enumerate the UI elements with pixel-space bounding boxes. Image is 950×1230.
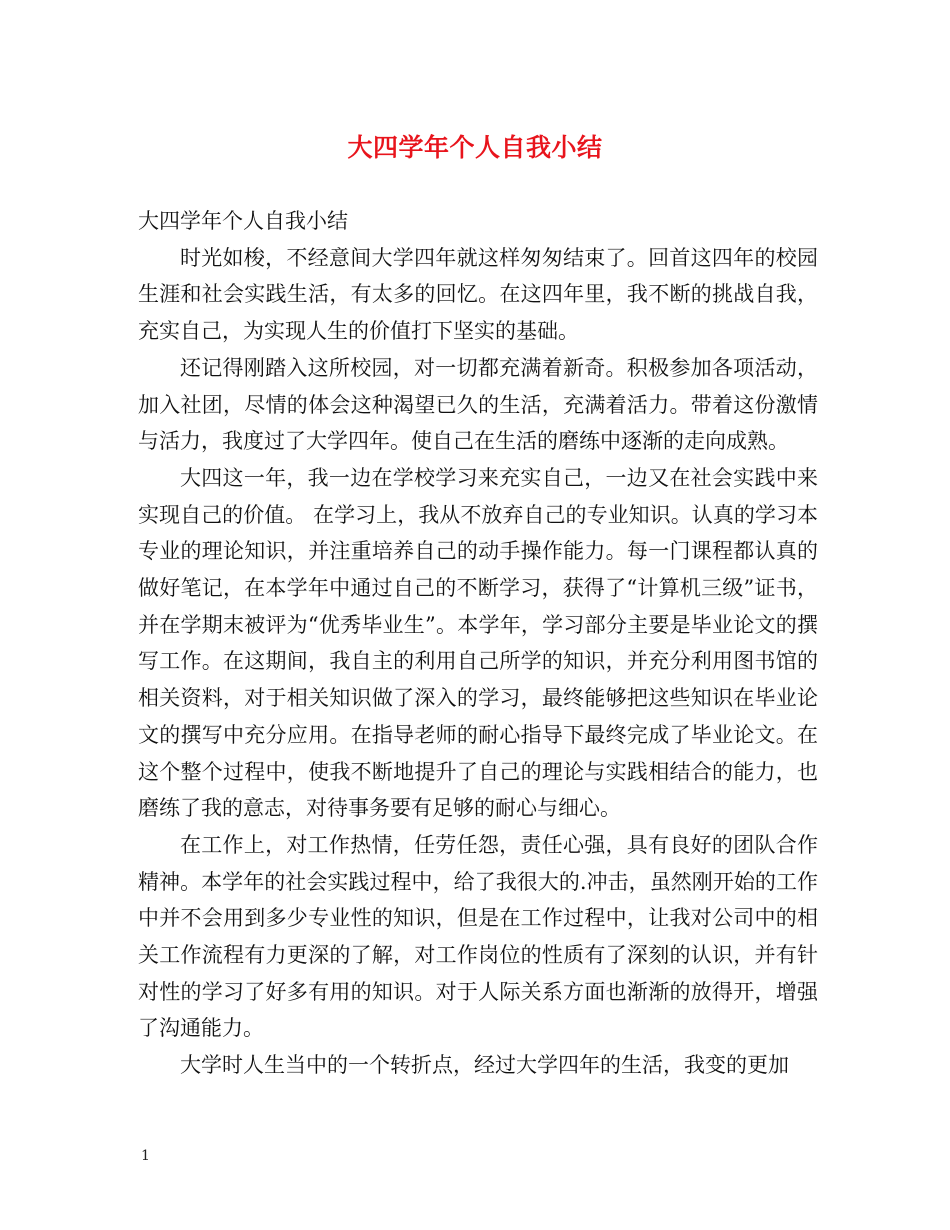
paragraph-1: 时光如梭，不经意间大学四年就这样匆匆结束了。回首这四年的校园生涯和社会实践生活，有太多的回忆。在这四年里，我不断的挑战自我，充实自己，为实现人生的价值打下坚实的基础。	[138, 245, 818, 344]
document-body	[138, 203, 818, 1084]
document-title: 大四学年个人自我小结	[347, 133, 603, 162]
paragraph-4: 在工作上，对工作热情，任劳任怨，责任心强，具有良好的团队合作精神。本学年的社会实践过程中，给了我很大的.冲击，虽然刚开始的工作中并不会用到多少专业性的知识，但是在工作过程中，让我对公司中的相关工作流程有力更深的了解，对工作岗位的性质有了深刻的认识，并有针对性的学习了好多有用的知识。对于人际关系方面也渐渐的放得开，增强了沟通能力。	[138, 832, 818, 1041]
document-subtitle: 大四学年个人自我小结	[138, 209, 348, 233]
page-number: 1	[141, 1148, 150, 1164]
paragraph-3: 大四这一年，我一边在学校学习来充实自己，一边又在社会实践中来实现自己的价值。 在学习上，我从不放弃自己的专业知识。认真的学习本专业的理论知识，并注重培养自己的动手操作能力。每一门课程都认真的做好笔记，在本学年中通过自己的不断学习，获得了“计算机三级”证书，并在学期末被评为“优秀毕业生”。本学年，学习部分主要是毕业论文的撰写工作。在这期间，我自主的利用自己所学的知识，并充分利用图书馆的相关资料，对于相关知识做了深入的学习，最终能够把这些知识在毕业论文的撰写中充分应用。在指导老师的耐心指导下最终完成了毕业论文。在这个整个过程中，使我不断地提升了自己的理论与实践相结合的能力，也磨练了我的意志，对待事务要有足够的耐心与细心。	[138, 465, 818, 821]
paragraph-2: 还记得刚踏入这所校园，对一切都充满着新奇。积极参加各项活动，加入社团，尽情的体会这种渴望已久的生活，充满着活力。带着这份激情与活力，我度过了大学四年。使自己在生活的磨练中逐渐的走向成熟。	[138, 355, 818, 454]
paragraph-5: 大学时人生当中的一个转折点，经过大学四年的生活，我变的更加	[180, 1053, 789, 1078]
